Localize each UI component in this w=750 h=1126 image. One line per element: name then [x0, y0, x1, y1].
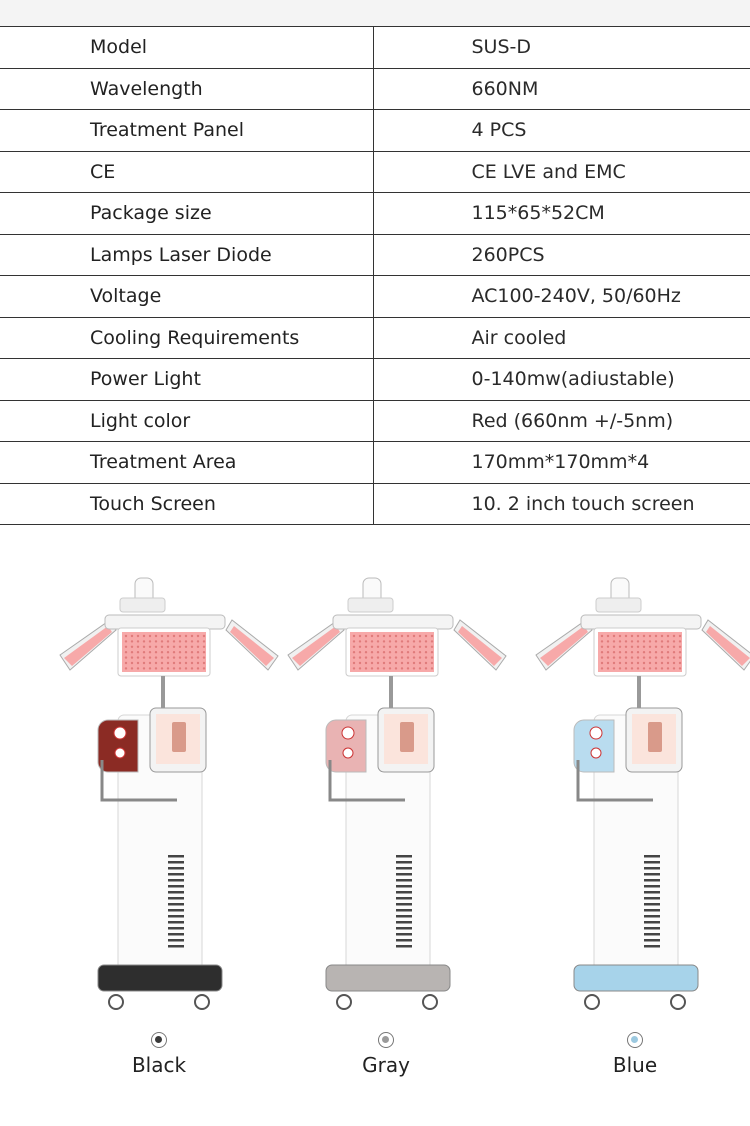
spec-label: Treatment Panel: [0, 110, 373, 152]
spec-row: [0, 234, 750, 276]
spec-value: 660NM: [373, 68, 750, 110]
color-swatch-blue[interactable]: [627, 1032, 643, 1048]
spec-row: [0, 276, 750, 318]
spec-row: [0, 193, 750, 235]
color-swatch-gray[interactable]: [378, 1032, 394, 1048]
spec-label: Model: [0, 27, 373, 69]
machine-gallery: [0, 570, 750, 1050]
spec-label: Lamps Laser Diode: [0, 234, 373, 276]
spec-row: [0, 359, 750, 401]
color-label-black: Black: [131, 1053, 187, 1077]
machine-image-gray: [278, 570, 508, 1030]
spec-row: [0, 483, 750, 525]
swatch-dot: [382, 1036, 389, 1043]
spec-label: Cooling Requirements: [0, 317, 373, 359]
spec-label: Package size: [0, 193, 373, 235]
spec-value: CE LVE and EMC: [373, 151, 750, 193]
spec-row: [0, 68, 750, 110]
spec-label: Voltage: [0, 276, 373, 318]
spec-row: [0, 442, 750, 484]
spec-label: Light color: [0, 400, 373, 442]
spec-table: [0, 26, 750, 525]
spec-row: [0, 110, 750, 152]
spec-value: 4 PCS: [373, 110, 750, 152]
spec-value: 260PCS: [373, 234, 750, 276]
spec-value: Air cooled: [373, 317, 750, 359]
color-label-blue: Blue: [612, 1053, 658, 1077]
spec-label: Power Light: [0, 359, 373, 401]
spec-value: Red (660nm +/-5nm): [373, 400, 750, 442]
spec-label: Wavelength: [0, 68, 373, 110]
spec-label: Treatment Area: [0, 442, 373, 484]
spec-label: Touch Screen: [0, 483, 373, 525]
spec-row: [0, 151, 750, 193]
swatch-dot: [155, 1036, 162, 1043]
color-label-gray: Gray: [362, 1053, 410, 1077]
swatch-dot: [631, 1036, 638, 1043]
top-band: [0, 0, 750, 26]
machine-image-blue: [526, 570, 750, 1030]
spec-row: [0, 317, 750, 359]
spec-value: 0-140mw(adiustable): [373, 359, 750, 401]
spec-value: 115*65*52CM: [373, 193, 750, 235]
spec-value: 10. 2 inch touch screen: [373, 483, 750, 525]
spec-value: 170mm*170mm*4: [373, 442, 750, 484]
machine-image-black: [50, 570, 280, 1030]
spec-label: CE: [0, 151, 373, 193]
spec-row: [0, 27, 750, 69]
spec-row: [0, 400, 750, 442]
color-swatch-black[interactable]: [151, 1032, 167, 1048]
spec-value: SUS-D: [373, 27, 750, 69]
spec-value: AC100-240V, 50/60Hz: [373, 276, 750, 318]
